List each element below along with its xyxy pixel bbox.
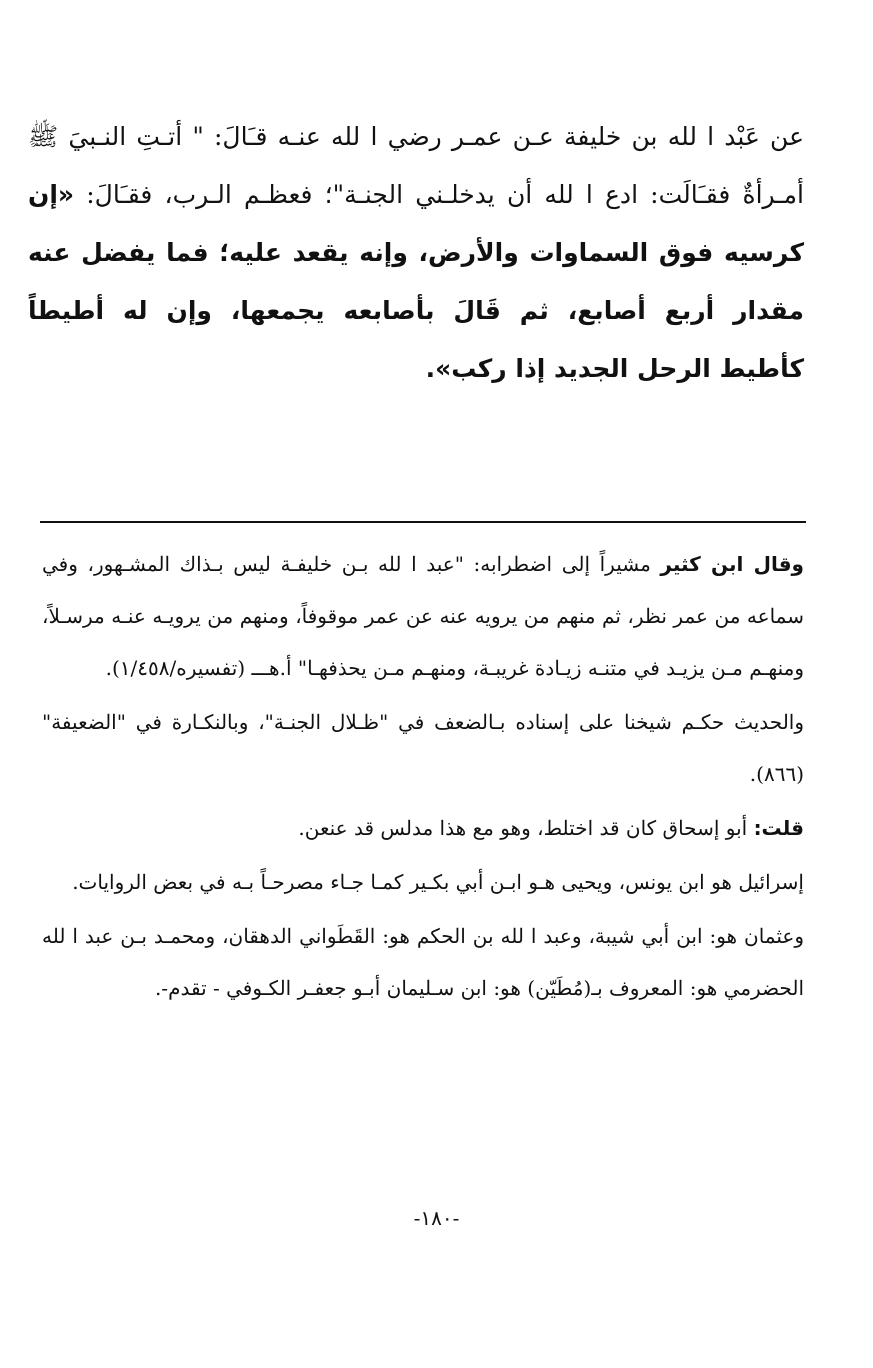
footnote-paragraph-grading: والحديث حكـم شيخنا على إسناده بـالضعف في "ظـلال الجنـة"، وبالنكـارة في "الضعيفة" (٨٦٦). [42, 710, 804, 786]
footnote-paragraph-israil: إسرائيل هو ابن يونس، ويحيى هـو ابـن أبي بكـير كمـا جـاء مصرحـاً بـه في بعض الروايات. [72, 870, 804, 894]
hadith-text [28, 108, 804, 398]
footnotes-section [42, 538, 804, 1016]
footnote-paragraph-comment [42, 802, 804, 854]
footnote-text: أبو إسحاق كان قد اختلط، وهو مع هذا مدلس قد عنعن. [298, 816, 754, 840]
page-number: -١٨٠- [413, 1206, 460, 1230]
hadith-quote: «إن كرسيه فوق السماوات والأرض، وإنه يقعد عليه؛ فما يفضل عنه مقدار أربع أصابع، ثم قَالَ بأصابعه يجمعها، وإن له أطيطاً كأطيط الرحل الجديد إذا ركب». [28, 180, 804, 383]
hadith-narration: عن عَبْد ا لله بن خليفة عـن عمـر رضي ا لله عنـه قـَالَ: " أتـتِ النـبيَ ﷺ أمـرأةٌ فقـَالَت: ادع ا لله أن يدخلـني الجنـة"؛ فعظـم الـرب، فقـَالَ: [28, 122, 804, 209]
footnote-divider [40, 521, 806, 523]
footnote-paragraph-ibn-kathir [42, 538, 804, 694]
footnote-lead: قلت: [753, 816, 804, 840]
footnote-paragraph-uthman: وعثمان هو: ابن أبي شيبة، وعبد ا لله بن الحكم هو: القَطَواني الدهقان، ومحمـد بـن عبد ا لله الحضرمي هو: المعروف بـ(مُطَيّن) هو: ابن سـليمان أبـو جعفـر الكـوفي - تقدم-. [42, 924, 804, 1000]
footnote-text: مشيراً إلى اضطرابه: "عبد ا لله بـن خليفـة ليس بـذاك المشـهور، وفي سماعه من عمر نظر، ثم منهم من يرويه عنه عن عمر موقوفاً، ومنهم من يرويـه عنـه مرسـلاً، ومنهـم مـن يزيـد في متنـه زيـادة غريبـة، ومنهـم مـن يحذفهـا" أ.هـــ (تفسيره/١/٤٥٨). [42, 552, 804, 680]
footnote-lead: وقال ابن كثير [660, 552, 804, 576]
